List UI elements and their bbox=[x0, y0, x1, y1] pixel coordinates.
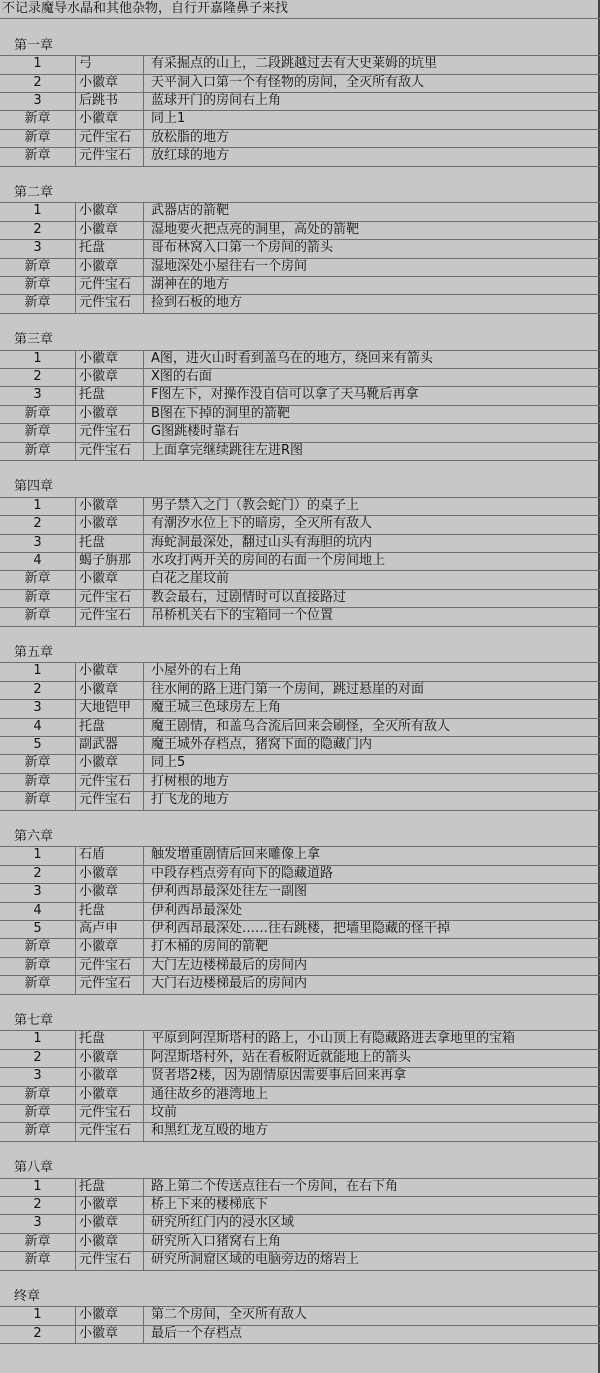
table-row bbox=[0, 92, 600, 110]
index-cell: 1 bbox=[0, 662, 76, 680]
index-cell: 3 bbox=[0, 534, 76, 552]
chapter-row bbox=[0, 37, 600, 55]
location-cell: 白花之崖坟前 bbox=[151, 571, 230, 587]
item-cell: 小徽章 bbox=[77, 221, 144, 239]
index-cell: 2 bbox=[0, 74, 76, 92]
item-cell: 副武器 bbox=[77, 736, 144, 754]
item-cell: 元件宝石 bbox=[77, 589, 144, 607]
location-cell: 捡到石板的地方 bbox=[151, 295, 243, 311]
item-cell: 托盘 bbox=[77, 386, 144, 404]
location-cell: 伊利西昂最深处……往右跳楼，把墙里隐藏的怪干掉 bbox=[151, 921, 451, 936]
index-cell: 4 bbox=[0, 902, 76, 920]
row-divider bbox=[0, 1270, 600, 1271]
row-divider bbox=[0, 166, 600, 167]
item-cell: 小徽章 bbox=[77, 1067, 144, 1085]
item-cell: 小徽章 bbox=[77, 1214, 144, 1232]
item-cell: 小徽章 bbox=[77, 202, 144, 220]
item-cell: 小徽章 bbox=[77, 865, 144, 883]
row-divider bbox=[0, 810, 600, 811]
index-cell: 3 bbox=[0, 92, 76, 110]
chapter-title: 第七章 bbox=[14, 1013, 54, 1028]
location-cell: X图的右面 bbox=[151, 369, 212, 384]
item-cell: 元件宝石 bbox=[77, 1251, 144, 1269]
item-cell: 小徽章 bbox=[77, 350, 144, 368]
location-cell: 有采掘点的山上，二段跳越过去有大史莱姆的坑里 bbox=[151, 56, 438, 72]
table-row bbox=[0, 202, 600, 220]
chapter-row bbox=[0, 478, 600, 496]
location-cell: 有潮汐水位上下的暗房，全灭所有敌人 bbox=[151, 516, 373, 532]
chapter-row bbox=[0, 828, 600, 846]
index-cell: 新章 bbox=[0, 589, 76, 607]
chapter-row bbox=[0, 184, 600, 202]
item-cell: 小徽章 bbox=[77, 405, 144, 423]
item-cell: 小徽章 bbox=[77, 258, 144, 276]
table-row bbox=[0, 791, 600, 809]
index-cell: 新章 bbox=[0, 423, 76, 441]
header-row bbox=[0, 0, 600, 18]
index-cell: 新章 bbox=[0, 938, 76, 956]
table-row bbox=[0, 589, 600, 607]
location-cell: 哥布林窝入口第一个房间的箭头 bbox=[151, 240, 334, 256]
item-cell: 托盘 bbox=[77, 1030, 144, 1048]
index-cell: 3 bbox=[0, 239, 76, 257]
item-cell: 小徽章 bbox=[77, 1325, 144, 1343]
location-cell: 研究所红门内的浸水区域 bbox=[151, 1215, 295, 1231]
location-cell: 教会最右，过剧情时可以直接路过 bbox=[151, 589, 347, 605]
table-row bbox=[0, 55, 600, 73]
location-cell: 小屋外的右上角 bbox=[151, 663, 243, 679]
location-cell: 魔王剧情，和盖乌合流后回来会刷怪，全灭所有敌人 bbox=[151, 718, 451, 734]
index-cell: 1 bbox=[0, 55, 76, 73]
table-row bbox=[0, 681, 600, 699]
item-cell: 后跳书 bbox=[77, 92, 144, 110]
index-cell: 2 bbox=[0, 368, 76, 386]
item-cell: 托盘 bbox=[77, 718, 144, 736]
location-cell: 路上第二个传送点往右一个房间，在右下角 bbox=[151, 1178, 399, 1194]
location-cell: 最后一个存档点 bbox=[151, 1325, 243, 1341]
table-row bbox=[0, 423, 600, 441]
location-cell: 伊利西昂最深处往左一副图 bbox=[151, 884, 308, 900]
location-cell: B图在下掉的洞里的箭靶 bbox=[151, 405, 290, 421]
chapter-row bbox=[0, 1288, 600, 1306]
location-cell: 研究所入口猪窝右上角 bbox=[151, 1233, 282, 1249]
table-row bbox=[0, 552, 600, 570]
item-cell: 小徽章 bbox=[77, 570, 144, 588]
location-cell: 中段存档点旁有向下的隐藏道路 bbox=[151, 865, 334, 881]
header-note: 不记录魔导水晶和其他杂物，自行开嘉隆鼻子来找 bbox=[2, 1, 289, 16]
item-cell: 元件宝石 bbox=[77, 1122, 144, 1140]
item-cell: 元件宝石 bbox=[77, 773, 144, 791]
location-cell: 放红球的地方 bbox=[151, 148, 230, 164]
index-cell: 新章 bbox=[0, 1104, 76, 1122]
index-cell: 新章 bbox=[0, 276, 76, 294]
table-row bbox=[0, 846, 600, 864]
index-cell: 新章 bbox=[0, 957, 76, 975]
chapter-row bbox=[0, 331, 600, 349]
row-divider bbox=[0, 18, 600, 19]
item-cell: 蝎子旃那 bbox=[77, 552, 144, 570]
index-cell: 3 bbox=[0, 1214, 76, 1232]
table-row bbox=[0, 754, 600, 772]
location-cell: 研究所洞窟区域的电脑旁边的熔岩上 bbox=[151, 1252, 360, 1268]
index-cell: 新章 bbox=[0, 405, 76, 423]
row-divider bbox=[0, 313, 600, 314]
item-cell: 托盘 bbox=[77, 1178, 144, 1196]
index-cell: 新章 bbox=[0, 773, 76, 791]
location-cell: 蓝球开门的房间右上角 bbox=[151, 93, 282, 108]
table-row bbox=[0, 1196, 600, 1214]
item-cell: 元件宝石 bbox=[77, 276, 144, 294]
index-cell: 2 bbox=[0, 515, 76, 533]
index-cell: 1 bbox=[0, 202, 76, 220]
table-row bbox=[0, 368, 600, 386]
location-cell: 平原到阿涅斯塔村的路上，小山顶上有隐藏路进去拿地里的宝箱 bbox=[151, 1031, 516, 1047]
table-row bbox=[0, 1086, 600, 1104]
table-row bbox=[0, 1178, 600, 1196]
table-row bbox=[0, 497, 600, 515]
location-cell: 大门左边楼梯最后的房间内 bbox=[151, 957, 308, 973]
table-row bbox=[0, 1049, 600, 1067]
location-cell: 上面拿完继续跳往左进R图 bbox=[151, 442, 304, 458]
location-cell: 打树根的地方 bbox=[151, 773, 230, 789]
chapter-title: 第五章 bbox=[14, 645, 54, 660]
location-cell: 往水闸的路上进门第一个房间，跳过悬崖的对面 bbox=[151, 681, 425, 697]
location-cell: 水攻打两开关的房间的右面一个房间地上 bbox=[151, 553, 386, 568]
chapter-title: 第一章 bbox=[14, 37, 54, 53]
item-cell: 弓 bbox=[77, 55, 144, 73]
table-row bbox=[0, 1122, 600, 1140]
item-cell: 小徽章 bbox=[77, 883, 144, 901]
index-cell: 1 bbox=[0, 350, 76, 368]
table-row bbox=[0, 1030, 600, 1048]
item-cell: 小徽章 bbox=[77, 497, 144, 515]
location-cell: 触发增重剧情后回来雕像上拿 bbox=[151, 847, 321, 863]
table-row bbox=[0, 350, 600, 368]
row-divider bbox=[0, 460, 600, 461]
table-row bbox=[0, 147, 600, 165]
item-cell: 小徽章 bbox=[77, 681, 144, 699]
index-cell: 3 bbox=[0, 1067, 76, 1085]
table-row bbox=[0, 975, 600, 993]
item-cell: 小徽章 bbox=[77, 754, 144, 772]
chapter-title: 第二章 bbox=[14, 185, 54, 200]
index-cell: 2 bbox=[0, 1049, 76, 1067]
index-cell: 新章 bbox=[0, 129, 76, 147]
table-row bbox=[0, 129, 600, 147]
index-cell: 新章 bbox=[0, 975, 76, 993]
location-cell: 伊利西昂最深处 bbox=[151, 902, 243, 918]
location-cell: 魔王城外存档点，猪窝下面的隐藏门内 bbox=[151, 737, 373, 752]
index-cell: 2 bbox=[0, 865, 76, 883]
index-cell: 3 bbox=[0, 699, 76, 717]
table-row bbox=[0, 294, 600, 312]
item-cell: 大地铠甲 bbox=[77, 699, 144, 717]
location-cell: A图，进火山时看到盖乌在的地方，绕回来有箭头 bbox=[151, 350, 433, 366]
table-row bbox=[0, 699, 600, 717]
item-cell: 元件宝石 bbox=[77, 129, 144, 147]
location-cell: 湖神在的地方 bbox=[151, 277, 230, 292]
row-divider bbox=[0, 994, 600, 995]
index-cell: 新章 bbox=[0, 1122, 76, 1140]
index-cell: 新章 bbox=[0, 258, 76, 276]
chapter-title: 第三章 bbox=[14, 332, 54, 348]
location-cell: 坟前 bbox=[151, 1105, 178, 1120]
item-cell: 石盾 bbox=[77, 846, 144, 864]
location-cell: F图左下，对操作没自信可以拿了天马靴后再拿 bbox=[151, 387, 419, 403]
table-row bbox=[0, 386, 600, 404]
item-cell: 小徽章 bbox=[77, 1233, 144, 1251]
item-cell: 小徽章 bbox=[77, 1196, 144, 1214]
index-cell: 新章 bbox=[0, 147, 76, 165]
table-row bbox=[0, 718, 600, 736]
location-cell: 贤者塔2楼，因为剧情原因需要事后回来再拿 bbox=[151, 1068, 407, 1084]
location-cell: 同上5 bbox=[151, 755, 186, 771]
index-cell: 新章 bbox=[0, 294, 76, 312]
location-cell: 武器店的箭靶 bbox=[151, 203, 230, 219]
item-cell: 元件宝石 bbox=[77, 1104, 144, 1122]
item-cell: 元件宝石 bbox=[77, 147, 144, 165]
item-cell: 元件宝石 bbox=[77, 957, 144, 975]
location-cell: 吊桥机关右下的宝箱同一个位置 bbox=[151, 608, 334, 624]
item-cell: 小徽章 bbox=[77, 74, 144, 92]
location-cell: 第二个房间，全灭所有敌人 bbox=[151, 1307, 308, 1323]
location-cell: 放松脂的地方 bbox=[151, 129, 230, 145]
index-cell: 新章 bbox=[0, 754, 76, 772]
index-cell: 新章 bbox=[0, 791, 76, 809]
item-cell: 小徽章 bbox=[77, 515, 144, 533]
location-cell: 魔王城三色球房左上角 bbox=[151, 700, 282, 716]
item-cell: 托盘 bbox=[77, 534, 144, 552]
index-cell: 3 bbox=[0, 883, 76, 901]
table-row bbox=[0, 773, 600, 791]
item-cell: 元件宝石 bbox=[77, 975, 144, 993]
row-divider bbox=[0, 1141, 600, 1142]
table-row bbox=[0, 607, 600, 625]
chapter-title: 终章 bbox=[14, 1289, 41, 1304]
item-cell: 小徽章 bbox=[77, 1049, 144, 1067]
index-cell: 1 bbox=[0, 846, 76, 864]
location-cell: 海蛇洞最深处，翻过山头有海胆的坑内 bbox=[151, 534, 373, 550]
chapter-title: 第八章 bbox=[14, 1160, 54, 1176]
chapter-row bbox=[0, 1012, 600, 1030]
chapter-title: 第六章 bbox=[14, 829, 54, 844]
item-cell: 元件宝石 bbox=[77, 607, 144, 625]
table-row bbox=[0, 1214, 600, 1232]
location-cell: 和黑红龙互殴的地方 bbox=[151, 1123, 269, 1139]
index-cell: 3 bbox=[0, 386, 76, 404]
table-row bbox=[0, 1306, 600, 1324]
table-row bbox=[0, 736, 600, 754]
table-row bbox=[0, 1251, 600, 1269]
index-cell: 新章 bbox=[0, 607, 76, 625]
item-cell: 小徽章 bbox=[77, 110, 144, 128]
table-row bbox=[0, 1104, 600, 1122]
table-row bbox=[0, 938, 600, 956]
item-cell: 元件宝石 bbox=[77, 442, 144, 460]
index-cell: 新章 bbox=[0, 442, 76, 460]
index-cell: 1 bbox=[0, 1306, 76, 1324]
table-row bbox=[0, 74, 600, 92]
table-row bbox=[0, 110, 600, 128]
index-cell: 新章 bbox=[0, 1086, 76, 1104]
location-cell: 同上1 bbox=[151, 111, 186, 127]
item-cell: 小徽章 bbox=[77, 1306, 144, 1324]
location-cell: 打木桶的房间的箭靶 bbox=[151, 939, 269, 955]
item-cell: 小徽章 bbox=[77, 368, 144, 386]
index-cell: 5 bbox=[0, 920, 76, 938]
table-row bbox=[0, 258, 600, 276]
location-cell: 打飞龙的地方 bbox=[151, 792, 230, 808]
index-cell: 1 bbox=[0, 497, 76, 515]
item-cell: 高卢申 bbox=[77, 920, 144, 938]
index-cell: 新章 bbox=[0, 110, 76, 128]
location-cell: 大门右边楼梯最后的房间内 bbox=[151, 976, 308, 992]
chapter-row bbox=[0, 644, 600, 662]
index-cell: 2 bbox=[0, 681, 76, 699]
index-cell: 4 bbox=[0, 552, 76, 570]
location-cell: G图跳楼时靠右 bbox=[151, 424, 240, 440]
index-cell: 新章 bbox=[0, 1251, 76, 1269]
table-row bbox=[0, 405, 600, 423]
location-cell: 通往故乡的港湾地上 bbox=[151, 1086, 269, 1102]
table-row bbox=[0, 1325, 600, 1343]
item-cell: 元件宝石 bbox=[77, 294, 144, 312]
chapter-row bbox=[0, 1159, 600, 1177]
location-cell: 天平洞入口第一个有怪物的房间，全灭所有敌人 bbox=[151, 74, 425, 90]
table-row bbox=[0, 221, 600, 239]
index-cell: 1 bbox=[0, 1030, 76, 1048]
location-cell: 湿地深处小屋往右一个房间 bbox=[151, 258, 308, 274]
table-row bbox=[0, 883, 600, 901]
table-row bbox=[0, 515, 600, 533]
location-cell: 湿地要火把点亮的洞里，高处的箭靶 bbox=[151, 221, 360, 237]
item-cell: 小徽章 bbox=[77, 1086, 144, 1104]
item-cell: 托盘 bbox=[77, 239, 144, 257]
item-cell: 小徽章 bbox=[77, 938, 144, 956]
table-row bbox=[0, 920, 600, 938]
table-row bbox=[0, 662, 600, 680]
table-row bbox=[0, 570, 600, 588]
index-cell: 2 bbox=[0, 221, 76, 239]
location-cell: 桥上下来的楼梯底下 bbox=[151, 1197, 269, 1212]
table-row bbox=[0, 865, 600, 883]
table-row bbox=[0, 534, 600, 552]
row-divider bbox=[0, 1343, 600, 1344]
index-cell: 2 bbox=[0, 1196, 76, 1214]
location-cell: 男子禁入之门（教会蛇门）的桌子上 bbox=[151, 497, 360, 513]
table-row bbox=[0, 1233, 600, 1251]
row-divider bbox=[0, 626, 600, 627]
item-cell: 小徽章 bbox=[77, 662, 144, 680]
table-row bbox=[0, 902, 600, 920]
index-cell: 1 bbox=[0, 1178, 76, 1196]
chapter-title: 第四章 bbox=[14, 479, 54, 495]
table-row bbox=[0, 239, 600, 257]
index-cell: 新章 bbox=[0, 1233, 76, 1251]
location-cell: 阿涅斯塔村外，站在看板附近就能地上的箭头 bbox=[151, 1049, 412, 1065]
index-cell: 新章 bbox=[0, 570, 76, 588]
index-cell: 2 bbox=[0, 1325, 76, 1343]
index-cell: 4 bbox=[0, 718, 76, 736]
table-row bbox=[0, 276, 600, 294]
item-cell: 元件宝石 bbox=[77, 423, 144, 441]
index-cell: 5 bbox=[0, 736, 76, 754]
table-row bbox=[0, 442, 600, 460]
table-row bbox=[0, 1067, 600, 1085]
item-cell: 元件宝石 bbox=[77, 791, 144, 809]
item-cell: 托盘 bbox=[77, 902, 144, 920]
table-row bbox=[0, 957, 600, 975]
